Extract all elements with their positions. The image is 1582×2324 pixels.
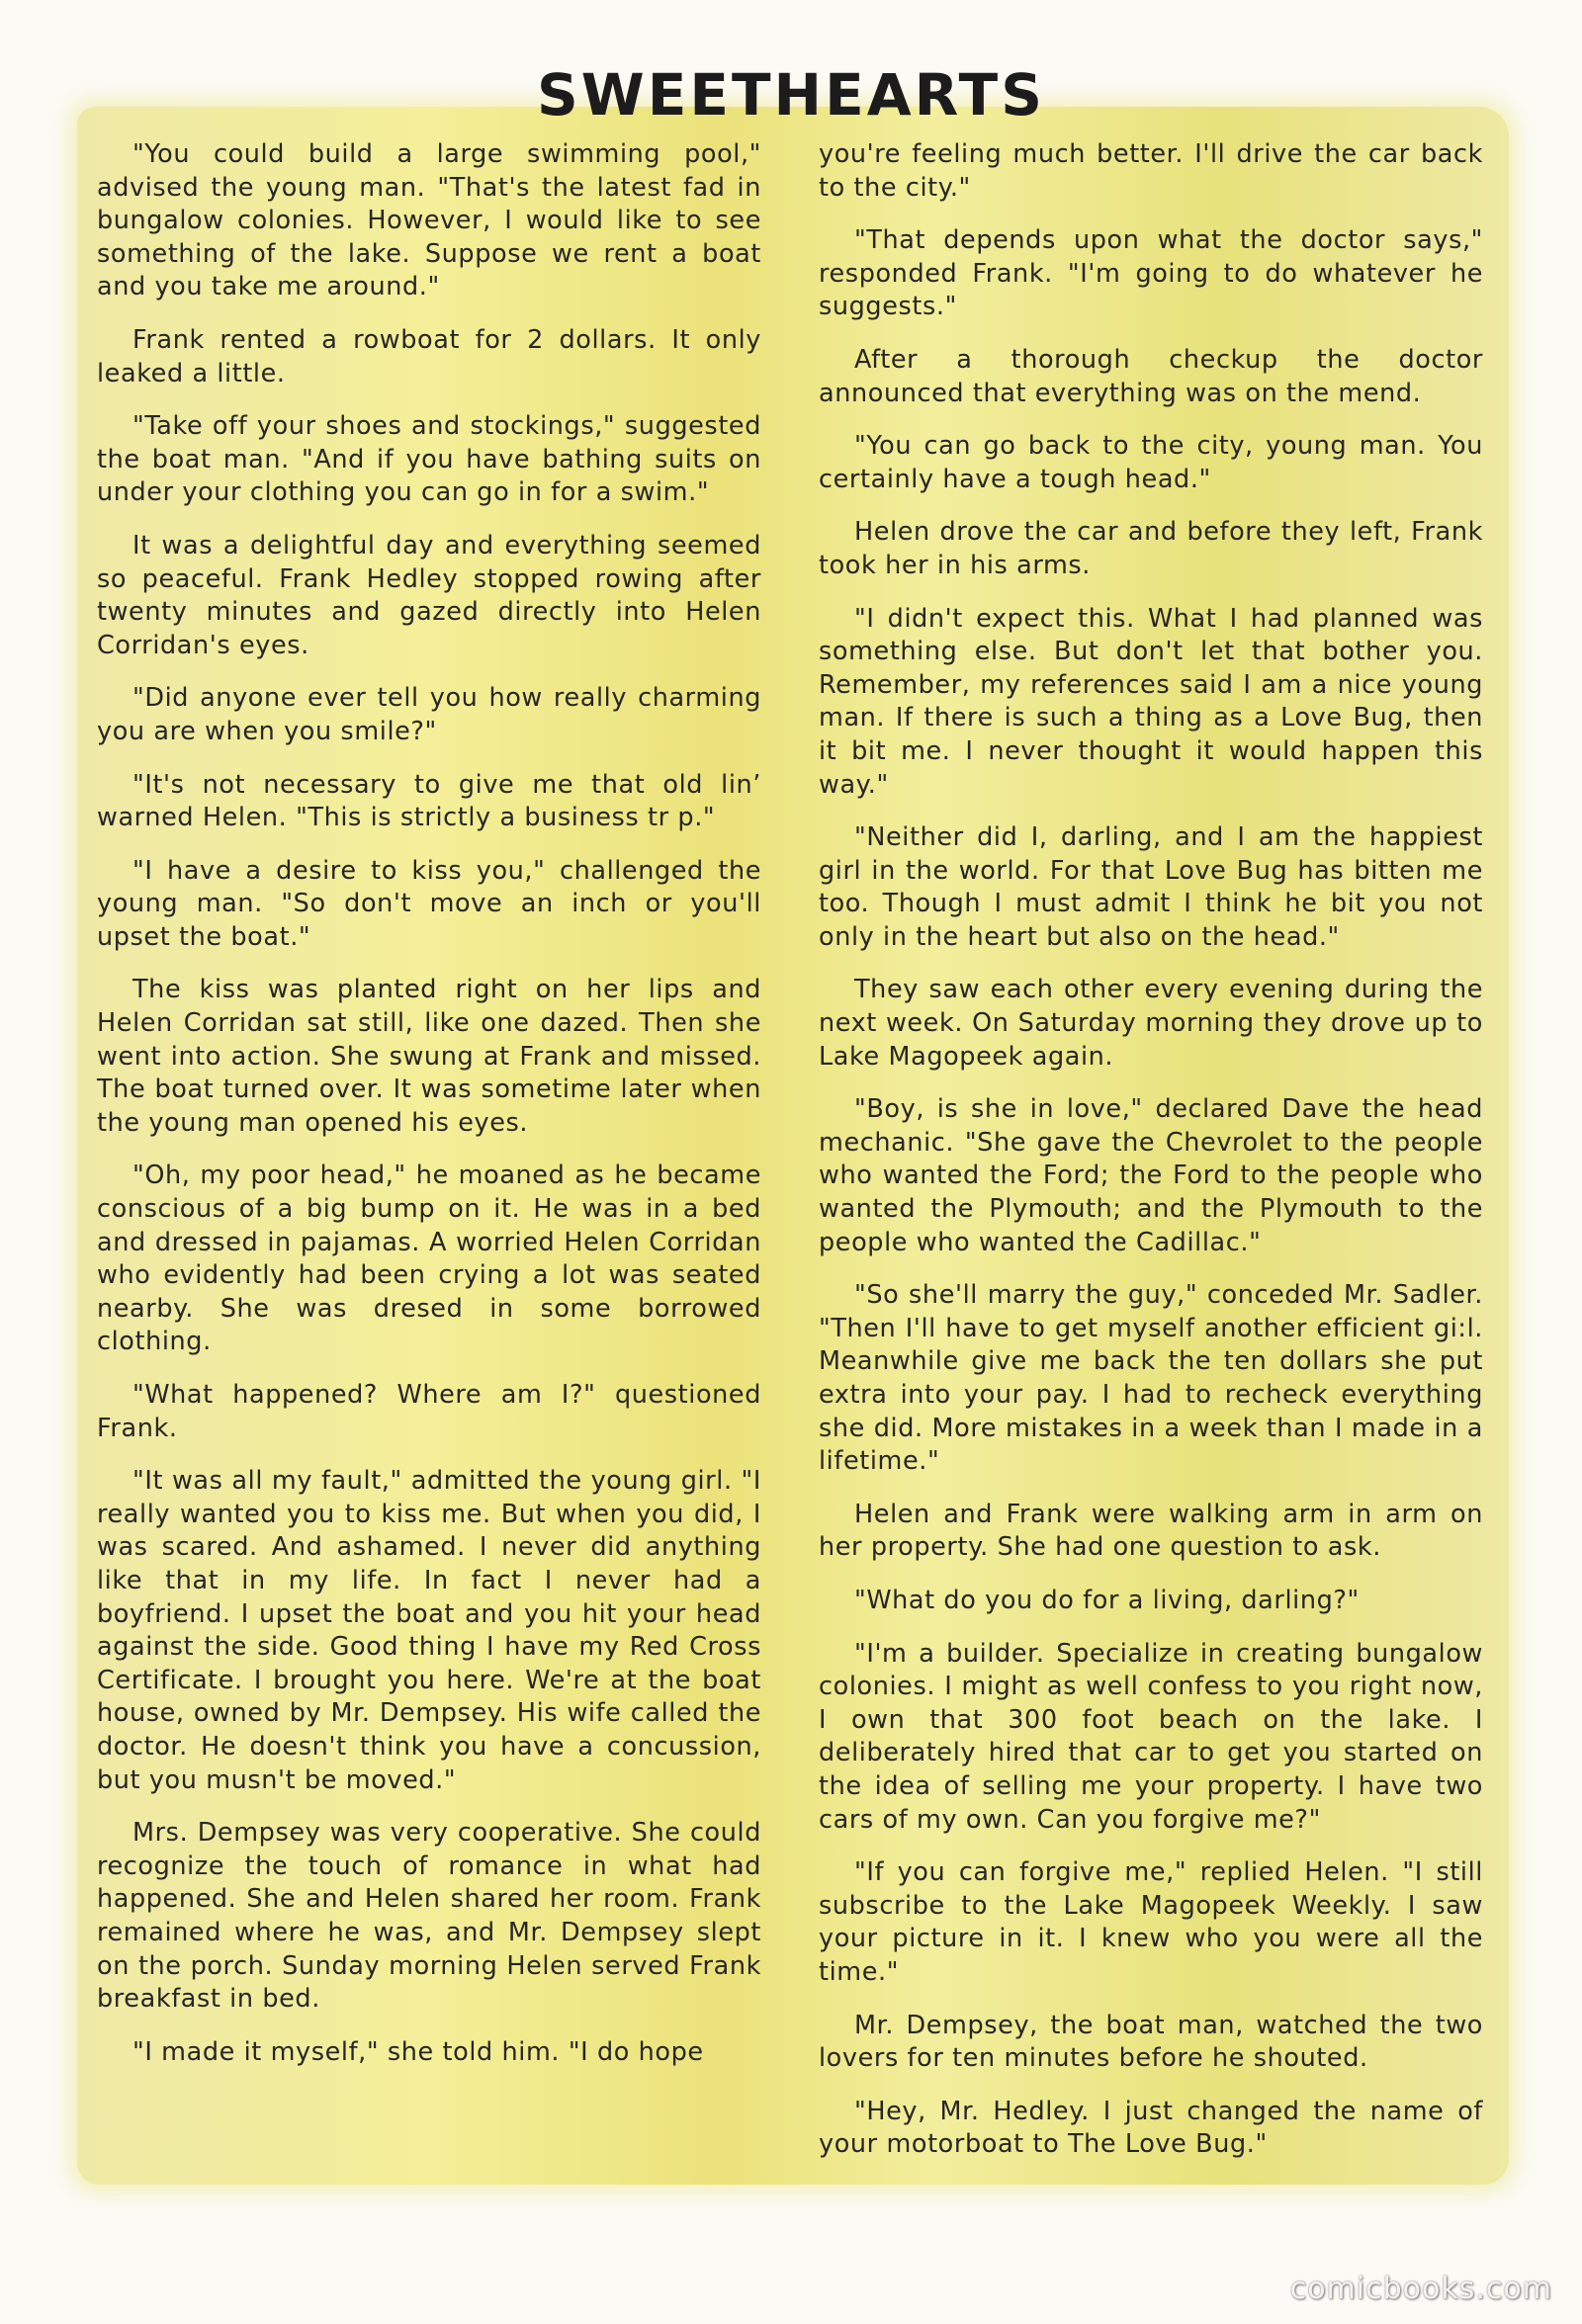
right-text-column xyxy=(819,138,1483,2182)
paragraph: It was a delightful day and everything seemed so peaceful. Frank Hedley stopped rowing after twenty minutes and gazed directly into Helen Corridan's eyes. xyxy=(97,530,761,660)
paragraph: Helen and Frank were walking arm in arm on her property. She had one question to ask. xyxy=(819,1499,1483,1563)
paragraph: Mrs. Dempsey was very cooperative. She could recognize the touch of romance in what had happened. She and Helen shared her room. Frank remained where he was, and Mr. Dempsey slept on the porch. Sunday morning Helen served Frank breakfast in bed. xyxy=(97,1818,761,2015)
paragraph: "I have a desire to kiss you," challenged the young man. "So don't move an inch or you'll upset the boat." xyxy=(97,855,761,952)
site-watermark: comicbooks.com xyxy=(1289,2272,1552,2306)
paragraph: The kiss was planted right on her lips and Helen Corridan sat still, like one dazed. Then she went into action. She swung at Frank and missed. The boat turned over. It was sometime later when the young man opened his eyes. xyxy=(97,975,761,1138)
paragraph: "You could build a large swimming pool," advised the young man. "That's the latest fad in bungalow colonies. However, I would like to see something of the lake. Suppose we rent a boat and you take me around." xyxy=(97,139,761,302)
paragraph: "Did anyone ever tell you how really charming you are when you smile?" xyxy=(97,683,761,746)
paragraph: "It was all my fault," admitted the young girl. "I really wanted you to kiss me. But when you did, I was scared. And ashamed. I never did anything like that in my life. In fact I never had a boyfriend. I upset the boat and you hit your head against the side. Good thing I have my Red Cross Certificate. I brought you here. We're at the boat house, owned by Mr. Dempsey. His wife called the doctor. He doesn't think you have a concussion, but you musn't be moved." xyxy=(97,1466,761,1795)
paragraph: "Oh, my poor head," he moaned as he became conscious of a big bump on it. He was in a bed and dressed in pajamas. A worried Helen Corridan who evidently had been crying a lot was seated nearby. She was dresed in some borrowed clothing. xyxy=(97,1161,761,1357)
paragraph: "If you can forgive me," replied Helen. "I still subscribe to the Lake Magopeek Weekly. I saw your picture in it. I knew who you were all the time." xyxy=(819,1857,1483,1987)
paragraph: "So she'll marry the guy," conceded Mr. Sadler. "Then I'll have to get myself another efficient gi:l. Meanwhile give me back the ten dollars she put extra into your pay. I had to recheck everything she did. More mistakes in a week than I made in a lifetime." xyxy=(819,1280,1483,1477)
paragraph: "That depends upon what the doctor says," responded Frank. "I'm going to do whatever he suggests." xyxy=(819,225,1483,322)
paragraph: "I made it myself," she told him. "I do hope xyxy=(132,2036,704,2067)
paragraph: Frank rented a rowboat for 2 dollars. It only leaked a little. xyxy=(97,324,761,388)
paragraph: "Neither did I, darling, and I am the happiest girl in the world. For that Love Bug has bitten me too. Though I must admit I think he bit you not only in the heart but also on the head." xyxy=(819,822,1483,952)
paragraph: "I'm a builder. Specialize in creating bungalow colonies. I might as well confess to you right now, I own that 300 foot beach on the lake. I deliberately hired that car to get you started on the idea of selling me your property. I have two cars of my own. Can you forgive me?" xyxy=(819,1638,1483,1835)
paragraph: "I didn't expect this. What I had planned was something else. But don't let that bother you. Remember, my references said I am a nice young man. If there is such a thing as a Love Bug, then it bit me. I never thought it would happen this way." xyxy=(819,603,1483,800)
paragraph: you're feeling much better. I'll drive the car back to the city." xyxy=(819,139,1483,203)
paragraph: "It's not necessary to give me that old lin’ warned Helen. "This is strictly a business tr p." xyxy=(97,769,761,833)
paragraph: "Boy, is she in love," declared Dave the head mechanic. "She gave the Chevrolet to the people who wanted the Ford; the Ford to the people who wanted the Plymouth; and the Plymouth to the people who wanted the Cadillac." xyxy=(819,1094,1483,1257)
paragraph: "Hey, Mr. Hedley. I just changed the name of your motorboat to The Love Bug." xyxy=(819,2096,1483,2160)
paragraph: Mr. Dempsey, the boat man, watched the two lovers for ten minutes before he shouted. xyxy=(819,2010,1483,2074)
paragraph: "What do you do for a living, darling?" xyxy=(854,1585,1360,1615)
page-title: SWEETHEARTS xyxy=(537,61,1045,129)
paragraph: They saw each other every evening during the next week. On Saturday morning they drove up to Lake Magopeek again. xyxy=(819,975,1483,1072)
paragraph: Helen drove the car and before they left, Frank took her in his arms. xyxy=(819,517,1483,580)
paragraph: After a thorough checkup the doctor announced that everything was on the mend. xyxy=(819,344,1483,408)
paragraph: "You can go back to the city, young man. You certainly have a tough head." xyxy=(819,431,1483,494)
paragraph: "What happened? Where am I?" questioned Frank. xyxy=(97,1380,761,1443)
paragraph: "Take off your shoes and stockings," suggested the boat man. "And if you have bathing suits on under your clothing you can go in for a swim." xyxy=(97,411,761,508)
left-text-column xyxy=(97,138,761,2089)
